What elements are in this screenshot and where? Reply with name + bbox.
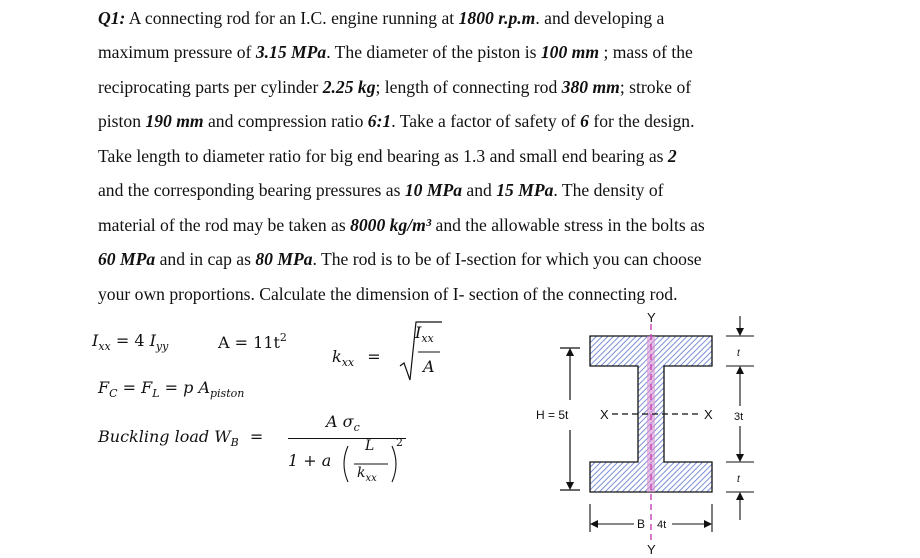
value-compression: 6:1 bbox=[367, 111, 392, 131]
text: and bbox=[462, 180, 497, 200]
subscript: c bbox=[353, 421, 360, 434]
value-rod-length: 380 mm bbox=[561, 77, 620, 97]
x-axis-left-label: X bbox=[600, 407, 609, 422]
question-line-9 bbox=[98, 284, 677, 304]
text: . The diameter of the piston is bbox=[326, 42, 541, 62]
value-density: 8000 kg/m³ bbox=[350, 215, 432, 235]
text: . The density of bbox=[553, 180, 664, 200]
text: Buckling load W bbox=[98, 427, 231, 446]
text: reciprocating parts per cylinder bbox=[98, 77, 323, 97]
text: your own proportions. Calculate the dimension of I- section of the connecting rod. bbox=[98, 284, 678, 304]
value-speed: 1800 r.p.m bbox=[458, 8, 536, 28]
symbol: F bbox=[98, 378, 110, 397]
value-cap-stress: 80 MPa bbox=[255, 249, 313, 269]
h-dimension-label: H = 5t bbox=[536, 408, 569, 422]
value-mass: 2.25 kg bbox=[322, 77, 376, 97]
text: . Take a factor of safety of bbox=[391, 111, 581, 131]
question-line-7 bbox=[98, 215, 705, 235]
i-section-diagram bbox=[530, 306, 790, 558]
formula-buckling bbox=[98, 427, 263, 449]
text: and the allowable stress in the bolts as bbox=[431, 215, 705, 235]
text: . and developing a bbox=[535, 8, 665, 28]
buckling-denominator bbox=[288, 451, 331, 470]
sqrt-denominator: A bbox=[423, 357, 435, 376]
text: ; stroke of bbox=[619, 77, 692, 97]
t-top-label: t bbox=[737, 348, 740, 359]
formula-kxx bbox=[332, 347, 381, 369]
fraction-bar bbox=[288, 438, 406, 439]
equals: = bbox=[367, 347, 381, 366]
subscript: L bbox=[152, 387, 160, 400]
four-t-label: 4t bbox=[657, 519, 667, 531]
text: and in cap as bbox=[155, 249, 256, 269]
question-line-8 bbox=[98, 249, 702, 269]
subscript: C bbox=[109, 387, 118, 400]
symbol: I bbox=[149, 331, 156, 350]
subscript: xx bbox=[341, 356, 355, 369]
sqrt-numerator bbox=[415, 323, 434, 345]
question-line-5 bbox=[98, 146, 677, 166]
subscript: B bbox=[230, 436, 239, 449]
three-t-label: 3t bbox=[734, 411, 744, 423]
subscript: xx bbox=[421, 332, 434, 345]
symbol: k bbox=[357, 465, 366, 481]
value-big-end-pressure: 10 MPa bbox=[404, 180, 463, 200]
exponent: 2 bbox=[396, 436, 403, 449]
text: ; length of connecting rod bbox=[375, 77, 562, 97]
text: for the design. bbox=[588, 111, 695, 131]
question-line-2 bbox=[98, 42, 693, 62]
question-line-3 bbox=[98, 77, 691, 97]
formula-area bbox=[218, 331, 287, 352]
question-line-4 bbox=[98, 111, 695, 131]
text: = 4 bbox=[110, 331, 150, 350]
text: . The rod is to be of I-section for which you can choose bbox=[312, 249, 702, 269]
buckling-numerator bbox=[326, 412, 360, 434]
text: = p A bbox=[159, 378, 210, 397]
text: material of the rod may be taken as bbox=[98, 215, 351, 235]
value-small-end-pressure: 15 MPa bbox=[496, 180, 554, 200]
question-line-1 bbox=[98, 8, 664, 28]
x-axis-right-label: X bbox=[704, 407, 713, 422]
text: ; mass of the bbox=[599, 42, 693, 62]
text: maximum pressure of bbox=[98, 42, 256, 62]
equals: = bbox=[249, 427, 264, 446]
text: piston bbox=[98, 111, 146, 131]
text: and the corresponding bearing pressures as bbox=[98, 180, 405, 200]
frac-kxx bbox=[357, 465, 377, 484]
t-bottom-label: t bbox=[737, 474, 740, 485]
y-axis-bottom-label: Y bbox=[647, 542, 656, 557]
value-diameter: 100 mm bbox=[540, 42, 600, 62]
formula-ixx bbox=[92, 331, 168, 353]
symbol: I bbox=[415, 323, 422, 342]
text: Take length to diameter ratio for big end bearing as 1.3 and small end bearing as bbox=[98, 146, 668, 166]
y-axis-top-label: Y bbox=[647, 310, 656, 325]
subscript: xx bbox=[98, 340, 111, 353]
subscript: piston bbox=[210, 387, 245, 400]
question-number: Q1: bbox=[98, 8, 126, 28]
value-ratio: 2 bbox=[667, 146, 677, 166]
value-bolt-stress: 60 MPa bbox=[98, 249, 156, 269]
symbol: k bbox=[332, 347, 342, 366]
text: and compression ratio bbox=[203, 111, 368, 131]
subscript: xx bbox=[365, 473, 377, 484]
text: A σ bbox=[326, 412, 354, 431]
value-pressure: 3.15 MPa bbox=[255, 42, 327, 62]
b-label: B bbox=[637, 517, 646, 531]
text: 1 + a bbox=[288, 451, 332, 470]
symbol: = F bbox=[117, 378, 153, 397]
text: A connecting rod for an I.C. engine running at bbox=[125, 8, 459, 28]
question-line-6 bbox=[98, 180, 664, 200]
value-fos: 6 bbox=[580, 111, 589, 131]
subscript: yy bbox=[155, 340, 169, 353]
frac-L: L bbox=[365, 438, 375, 454]
text: A = 11t bbox=[218, 333, 280, 352]
symbol: I bbox=[92, 331, 99, 350]
formula-force bbox=[98, 378, 244, 400]
value-stroke: 190 mm bbox=[145, 111, 204, 131]
superscript: 2 bbox=[279, 331, 287, 344]
